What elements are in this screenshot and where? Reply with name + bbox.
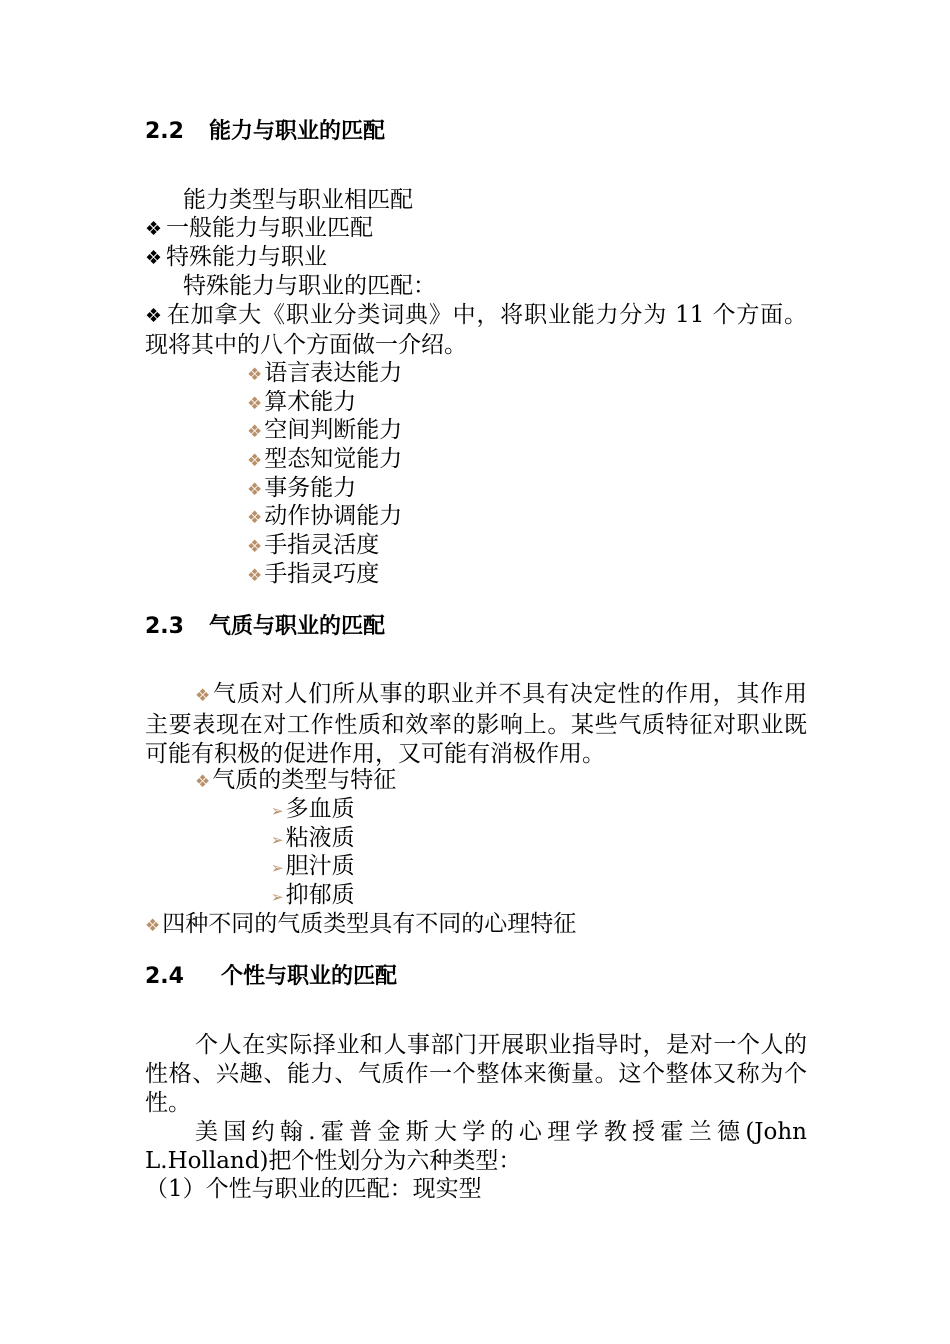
arrow-bullet-icon: ➢ [271,859,284,877]
ability-text: 空间判断能力 [264,417,403,443]
section-number: 2.2 [145,119,184,144]
arrow-bullet-icon: ➢ [271,831,284,849]
temperament-text: 胆汁质 [285,853,355,879]
paragraph-text: 在加拿大《职业分类词典》中，将职业能力分为 11 个方面。现将其中的八个方面做一介绍。 [145,302,807,358]
diamond-bullet-icon: ❖ [247,365,263,385]
temperament-item [271,824,355,855]
bullet-item [145,243,327,273]
temperament-text: 多血质 [285,796,355,822]
closing-text: 四种不同的气质类型具有不同的心理特征 [162,911,577,937]
bullet-text: 特殊能力与职业 [166,244,328,270]
ability-text: 算术能力 [264,389,357,415]
types-title-text: 气质的类型与特征 [212,767,397,793]
diamond-bullet-icon: ❖ [195,772,211,792]
section-title: 能力与职业的匹配 [209,119,386,144]
paragraph: 美国约翰.霍普金斯大学的心理学教授霍兰德(John L.Holland)把个性划分为六种类型： [145,1119,807,1174]
ability-text: 型态知觉能力 [264,446,403,472]
diamond-bullet-icon: ❖ [247,480,263,500]
ability-item [247,388,356,419]
temperament-text: 粘液质 [285,825,355,851]
section-title: 个性与职业的匹配 [221,964,398,989]
ability-item [247,359,402,390]
arrow-bullet-icon: ➢ [271,802,284,820]
ability-item [247,416,402,447]
diamond-bullet-icon: ❖ [145,305,163,327]
diamond-bullet-icon: ❖ [247,566,263,586]
section-number: 2.3 [145,614,184,639]
section-heading-2-2 [145,118,385,146]
bullet-item [145,214,373,244]
temperament-text: 抑郁质 [285,882,355,908]
closing-line [145,910,576,941]
subsection-title: 特殊能力与职业的匹配： [183,273,436,299]
ability-text: 手指灵巧度 [264,561,380,587]
arrow-bullet-icon: ➢ [271,888,284,906]
ability-text: 事务能力 [264,475,357,501]
temperament-item [271,795,355,826]
diamond-bullet-icon: ❖ [247,451,263,471]
intro-text: 能力类型与职业相匹配 [183,187,413,213]
paragraph [145,680,807,769]
diamond-bullet-icon: ❖ [247,422,263,442]
types-title [195,766,396,797]
bullet-text: 一般能力与职业匹配 [166,215,374,241]
paragraph-text: 气质对人们所从事的职业并不具有决定性的作用，其作用主要表现在对工作性质和效率的影响上。某些气质特征对职业既可能有积极的促进作用，又可能有消极作用。 [145,681,807,767]
list-item: （1）个性与职业的匹配：现实型 [145,1176,482,1202]
diamond-bullet-icon: ❖ [247,394,263,414]
diamond-bullet-icon: ❖ [195,686,212,706]
ability-item [247,445,402,476]
ability-item [247,531,379,562]
ability-item [247,560,379,591]
ability-text: 语言表达能力 [264,360,403,386]
ability-text: 手指灵活度 [264,532,380,558]
temperament-item [271,852,355,883]
ability-item [247,474,356,505]
ability-item [247,502,402,533]
section-number: 2.4 [145,964,184,989]
section-heading-2-3 [145,613,385,641]
paragraph [145,301,807,360]
diamond-bullet-icon: ❖ [247,537,263,557]
paragraph: 个人在实际择业和人事部门开展职业指导时，是对一个人的性格、兴趣、能力、气质作一个整体来衡量。这个整体又称为个性。 [145,1032,807,1116]
ability-text: 动作协调能力 [264,503,403,529]
diamond-bullet-icon: ❖ [145,247,163,269]
section-heading-2-4 [145,963,397,991]
diamond-bullet-icon: ❖ [247,508,263,528]
diamond-bullet-icon: ❖ [145,218,163,240]
temperament-item [271,881,355,912]
section-title: 气质与职业的匹配 [209,614,386,639]
diamond-bullet-icon: ❖ [145,916,161,936]
